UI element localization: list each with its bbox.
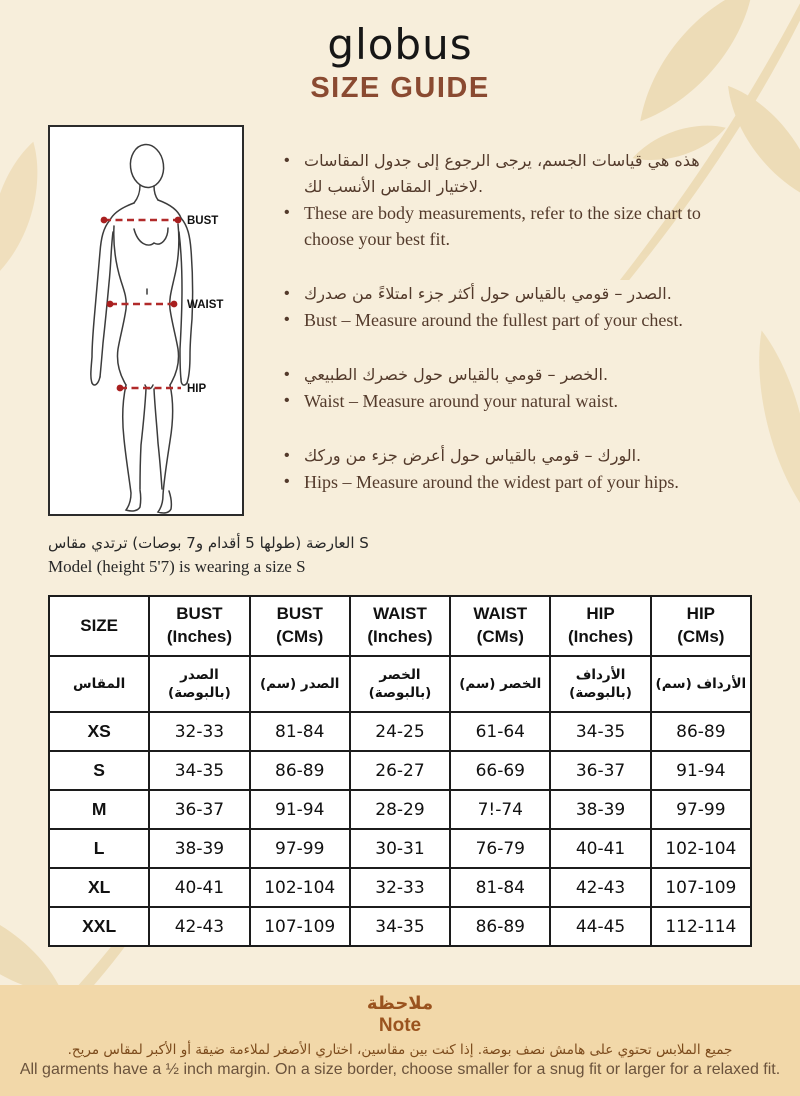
measurement-cell: 38-39 — [550, 790, 650, 829]
bullet-item-en — [284, 200, 742, 252]
column-header: BUST (Inches) — [149, 596, 249, 656]
bullet-item-en — [284, 307, 742, 333]
measurement-cell: 66-69 — [450, 751, 550, 790]
size-label-cell: XL — [49, 868, 149, 907]
measurement-cell: 107-109 — [651, 868, 751, 907]
leaf-decoration-left-top — [0, 135, 51, 295]
note-heading-arabic: ملاحظة — [366, 993, 434, 1014]
column-header: BUST (CMs) — [250, 596, 350, 656]
table-row — [49, 907, 751, 946]
column-header-arabic: الخصر (سم) — [450, 656, 550, 712]
table-row — [49, 790, 751, 829]
table-row — [49, 751, 751, 790]
bullet-item-en — [284, 469, 742, 495]
bullet-text: These are body measurements, refer to the size chart to choose your best fit. — [304, 203, 701, 249]
bullet-text: Waist – Measure around your natural waist. — [304, 391, 618, 411]
measurement-cell: 42-43 — [149, 907, 249, 946]
measurement-cell: 30-31 — [350, 829, 450, 868]
column-header-arabic: الأرداف (سم) — [651, 656, 751, 712]
bullet-text: Bust – Measure around the fullest part of your chest. — [304, 310, 683, 330]
measurement-cell: 112-114 — [651, 907, 751, 946]
size-label-cell: XS — [49, 712, 149, 751]
column-header: HIP (CMs) — [651, 596, 751, 656]
measurement-cell: 36-37 — [149, 790, 249, 829]
measurement-cell: 7!-74 — [450, 790, 550, 829]
table-row — [49, 868, 751, 907]
column-header-arabic: الخصر (بالبوصة) — [350, 656, 450, 712]
measurement-cell: 34-35 — [149, 751, 249, 790]
measurement-cell: 61-64 — [450, 712, 550, 751]
measurement-cell: 40-41 — [550, 829, 650, 868]
bullet-item-ar — [284, 281, 742, 307]
size-chart-header — [49, 596, 751, 712]
table-header-row-english — [49, 596, 751, 656]
bullet-text: الصدر – قومي بالقياس حول أكثر جزء امتلاءً من صدرك. — [304, 284, 672, 303]
page-title: SIZE GUIDE — [310, 72, 490, 104]
bullet-dot: • — [284, 447, 290, 464]
model-note-arabic: العارضة (طولها 5 أقدام و7 بوصات) ترتدي مقاس S — [48, 534, 369, 552]
column-header: HIP (Inches) — [550, 596, 650, 656]
column-header-arabic: الأرداف (بالبوصة) — [550, 656, 650, 712]
measurement-cell: 34-35 — [550, 712, 650, 751]
size-label-cell: XXL — [49, 907, 149, 946]
measurement-cell: 97-99 — [250, 829, 350, 868]
measurement-cell: 38-39 — [149, 829, 249, 868]
measurement-cell: 36-37 — [550, 751, 650, 790]
note-section — [0, 985, 800, 1096]
size-label-cell: M — [49, 790, 149, 829]
body-figure-illustration — [50, 127, 242, 514]
bullet-dot: • — [284, 204, 290, 221]
table-row — [49, 712, 751, 751]
bullet-text: Hips – Measure around the widest part of your hips. — [304, 472, 679, 492]
measurement-cell: 97-99 — [651, 790, 751, 829]
measurement-cell: 102-104 — [651, 829, 751, 868]
waist-line-label: WAIST — [187, 299, 224, 311]
measurement-cell: 86-89 — [651, 712, 751, 751]
measurement-cell: 28-29 — [350, 790, 450, 829]
model-note — [48, 532, 508, 579]
hip-line-label: HIP — [187, 383, 207, 395]
size-label-cell: S — [49, 751, 149, 790]
measurement-cell: 32-33 — [350, 868, 450, 907]
measurement-cell: 86-89 — [450, 907, 550, 946]
measurement-cell: 42-43 — [550, 868, 650, 907]
model-note-english: Model (height 5'7) is wearing a size S — [48, 557, 306, 576]
body-measurement-figure-box — [48, 125, 244, 516]
leaf-decoration-footer — [635, 995, 800, 1096]
bullet-item-ar — [284, 148, 742, 200]
bullet-dot: • — [284, 285, 290, 302]
size-chart — [48, 595, 752, 947]
measurement-cell: 91-94 — [250, 790, 350, 829]
bullet-dot: • — [284, 366, 290, 383]
bullet-text: الخصر – قومي بالقياس حول خصرك الطبيعي. — [304, 365, 609, 384]
bullet-dot: • — [284, 311, 290, 328]
measurement-cell: 81-84 — [250, 712, 350, 751]
column-header-arabic: الصدر (سم) — [250, 656, 350, 712]
bust-line-label: BUST — [187, 215, 219, 227]
measurement-cell: 81-84 — [450, 868, 550, 907]
bullet-dot: • — [284, 473, 290, 490]
size-label-cell: L — [49, 829, 149, 868]
bullet-list — [284, 148, 742, 495]
column-header: WAIST (CMs) — [450, 596, 550, 656]
column-header-arabic: الصدر (بالبوصة) — [149, 656, 249, 712]
column-header: WAIST (Inches) — [350, 596, 450, 656]
measurement-cell: 26-27 — [350, 751, 450, 790]
leaf-decoration-right — [732, 322, 800, 532]
bullet-text: هذه هي قياسات الجسم، يرجى الرجوع إلى جدول المقاسات لاختيار المقاس الأنسب لك. — [304, 151, 700, 196]
measurement-cell: 86-89 — [250, 751, 350, 790]
bullet-item-en — [284, 388, 742, 414]
measurement-cell: 102-104 — [250, 868, 350, 907]
measurement-cell: 107-109 — [250, 907, 350, 946]
table-header-row-arabic — [49, 656, 751, 712]
measurement-cell: 91-94 — [651, 751, 751, 790]
measurement-cell: 44-45 — [550, 907, 650, 946]
measurement-cell: 34-35 — [350, 907, 450, 946]
bullet-item-ar — [284, 362, 742, 388]
measurement-cell: 32-33 — [149, 712, 249, 751]
table-row — [49, 829, 751, 868]
measurement-cell: 76-79 — [450, 829, 550, 868]
size-chart-body — [49, 712, 751, 946]
note-body-english: All garments have a ½ inch margin. On a size border, choose smaller for a snug fit or larger for a relaxed fit. — [19, 1061, 781, 1078]
bullet-text: الورك – قومي بالقياس حول أعرض جزء من وركك. — [304, 446, 642, 465]
brand-logo: globus — [327, 20, 473, 69]
measurement-cell: 24-25 — [350, 712, 450, 751]
note-heading-english: Note — [378, 1015, 422, 1036]
bullet-dot: • — [284, 392, 290, 409]
note-body-arabic: جميع الملابس تحتوي على هامش نصف بوصة. إذا كنت بين مقاسين، اختاري الأصغر لملاءمة ضيقة أو الأكبر لمقاس مريح. — [67, 1042, 733, 1058]
bullet-dot: • — [284, 152, 290, 169]
measurement-cell: 40-41 — [149, 868, 249, 907]
bullet-item-ar — [284, 443, 742, 469]
column-header: SIZE — [49, 596, 149, 656]
column-header-arabic: المقاس — [49, 656, 149, 712]
size-chart-table — [48, 595, 752, 947]
